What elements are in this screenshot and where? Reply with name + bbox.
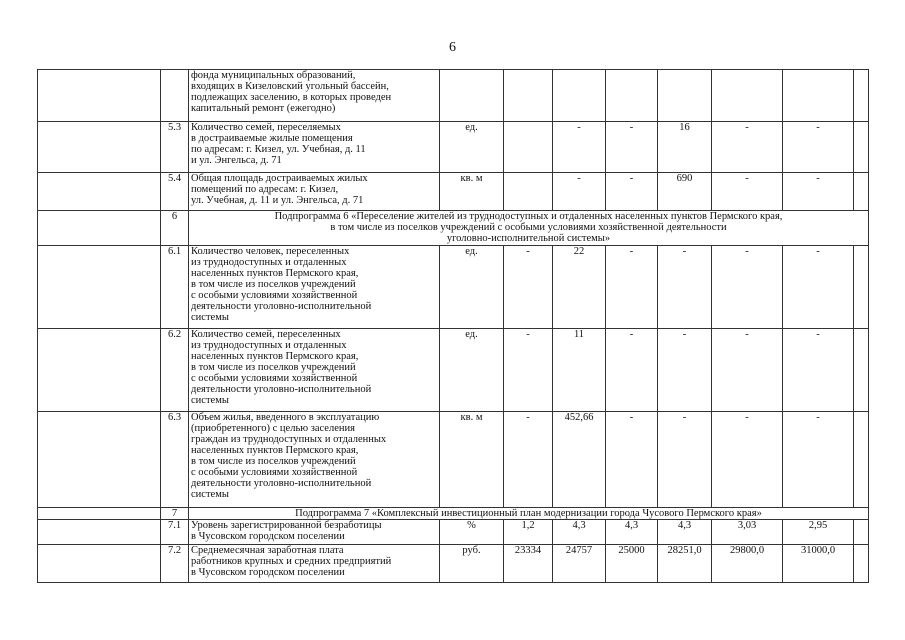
value-cell: 11 bbox=[553, 329, 606, 412]
value-cell: - bbox=[712, 329, 783, 412]
value-cell: - bbox=[553, 173, 606, 211]
value-cell: 25000 bbox=[606, 545, 658, 583]
row-number: 7 bbox=[161, 508, 189, 520]
value-cell: 23334 bbox=[504, 545, 553, 583]
value-cell: 1,2 bbox=[504, 520, 553, 545]
value-cell: - bbox=[504, 246, 553, 329]
value-cell bbox=[854, 329, 869, 412]
value-cell bbox=[854, 122, 869, 173]
value-cell bbox=[504, 70, 553, 122]
value-cell: - bbox=[783, 246, 854, 329]
indicator-name: Уровень зарегистрированной безработицы в Чусовском городском поселении bbox=[189, 520, 440, 545]
table-row bbox=[38, 122, 869, 173]
value-cell bbox=[854, 70, 869, 122]
value-cell: 4,3 bbox=[606, 520, 658, 545]
value-cell: - bbox=[783, 122, 854, 173]
blank-left-cell bbox=[38, 211, 161, 246]
value-cell bbox=[712, 70, 783, 122]
value-cell: 28251,0 bbox=[658, 545, 712, 583]
blank-left-cell bbox=[38, 246, 161, 329]
table-row bbox=[38, 70, 869, 122]
value-cell: - bbox=[712, 122, 783, 173]
table-body bbox=[38, 70, 869, 583]
value-cell bbox=[658, 70, 712, 122]
table-row bbox=[38, 173, 869, 211]
row-number bbox=[161, 70, 189, 122]
indicator-name: Объем жилья, введенного в эксплуатацию (приобретенного) с целью заселения граждан из труднодоступных и отдаленных населенных пунктов Пермского края, в том числе из поселков учреждений с особыми условиями хозяйственной деятельности уголовно-исполнительной системы bbox=[189, 412, 440, 508]
value-cell: - bbox=[606, 246, 658, 329]
value-cell: 4,3 bbox=[658, 520, 712, 545]
value-cell: 16 bbox=[658, 122, 712, 173]
value-cell bbox=[504, 122, 553, 173]
value-cell: 2,95 bbox=[783, 520, 854, 545]
value-cell: - bbox=[606, 122, 658, 173]
row-number: 5.4 bbox=[161, 173, 189, 211]
value-cell: - bbox=[712, 246, 783, 329]
blank-left-cell bbox=[38, 122, 161, 173]
unit-cell: руб. bbox=[440, 545, 504, 583]
value-cell: - bbox=[553, 122, 606, 173]
indicator-name: фонда муниципальных образований, входящих в Кизеловский угольный бассейн, подлежащих заселению, в которых проведен капитальный ремонт (ежегодно) bbox=[189, 70, 440, 122]
value-cell bbox=[854, 520, 869, 545]
value-cell: - bbox=[712, 412, 783, 508]
value-cell: 31000,0 bbox=[783, 545, 854, 583]
unit-cell: ед. bbox=[440, 329, 504, 412]
indicator-name: Среднемесячная заработная плата работников крупных и средних предприятий в Чусовском городском поселении bbox=[189, 545, 440, 583]
value-cell: - bbox=[783, 329, 854, 412]
table-row bbox=[38, 246, 869, 329]
indicators-table bbox=[37, 69, 869, 583]
row-number: 7.2 bbox=[161, 545, 189, 583]
value-cell: - bbox=[783, 412, 854, 508]
table-row bbox=[38, 412, 869, 508]
blank-left-cell bbox=[38, 545, 161, 583]
unit-cell: % bbox=[440, 520, 504, 545]
value-cell: 452,66 bbox=[553, 412, 606, 508]
value-cell bbox=[783, 70, 854, 122]
value-cell bbox=[854, 545, 869, 583]
subprogram-title: Подпрограмма 7 «Комплексный инвестиционный план модернизации города Чусового Пермского края» bbox=[189, 508, 869, 520]
row-number: 6.3 bbox=[161, 412, 189, 508]
value-cell: - bbox=[606, 173, 658, 211]
blank-left-cell bbox=[38, 173, 161, 211]
value-cell: 690 bbox=[658, 173, 712, 211]
table-row bbox=[38, 329, 869, 412]
blank-left-cell bbox=[38, 520, 161, 545]
row-number: 6.2 bbox=[161, 329, 189, 412]
value-cell: - bbox=[606, 412, 658, 508]
value-cell bbox=[606, 70, 658, 122]
subprogram-row bbox=[38, 508, 869, 520]
value-cell bbox=[854, 246, 869, 329]
unit-cell: кв. м bbox=[440, 173, 504, 211]
value-cell: - bbox=[504, 412, 553, 508]
value-cell: - bbox=[504, 329, 553, 412]
value-cell: 3,03 bbox=[712, 520, 783, 545]
row-number: 6 bbox=[161, 211, 189, 246]
value-cell bbox=[854, 173, 869, 211]
unit-cell: ед. bbox=[440, 122, 504, 173]
indicator-name: Количество семей, переселяемых в достраиваемые жилые помещения по адресам: г. Кизел, ул. Учебная, д. 11 и ул. Энгельса, д. 71 bbox=[189, 122, 440, 173]
indicator-name: Количество человек, переселенных из труднодоступных и отдаленных населенных пунктов Пермского края, в том числе из поселков учреждений с особыми условиями хозяйственной деятельности уголовно-исполнительной системы bbox=[189, 246, 440, 329]
row-number: 6.1 bbox=[161, 246, 189, 329]
value-cell: 4,3 bbox=[553, 520, 606, 545]
blank-left-cell bbox=[38, 329, 161, 412]
value-cell: - bbox=[606, 329, 658, 412]
unit-cell: ед. bbox=[440, 246, 504, 329]
indicator-name: Количество семей, переселенных из труднодоступных и отдаленных населенных пунктов Пермского края, в том числе из поселков учреждений с особыми условиями хозяйственной деятельности уголовно-исполнительной системы bbox=[189, 329, 440, 412]
subprogram-row bbox=[38, 211, 869, 246]
value-cell: - bbox=[658, 329, 712, 412]
blank-left-cell bbox=[38, 508, 161, 520]
row-number: 7.1 bbox=[161, 520, 189, 545]
value-cell bbox=[854, 412, 869, 508]
blank-left-cell bbox=[38, 70, 161, 122]
indicator-name: Общая площадь достраиваемых жилых помещений по адресам: г. Кизел, ул. Учебная, д. 11 и ул. Энгельса, д. 71 bbox=[189, 173, 440, 211]
unit-cell: кв. м bbox=[440, 412, 504, 508]
value-cell bbox=[553, 70, 606, 122]
subprogram-title: Подпрограмма 6 «Переселение жителей из труднодоступных и отдаленных населенных пунктов Пермского края, в том числе из поселков учреждений с особыми условиями хозяйственной деятельности уголовно-исполнительной системы» bbox=[189, 211, 869, 246]
value-cell: - bbox=[658, 246, 712, 329]
value-cell: - bbox=[658, 412, 712, 508]
blank-left-cell bbox=[38, 412, 161, 508]
unit-cell bbox=[440, 70, 504, 122]
table-row bbox=[38, 520, 869, 545]
value-cell: - bbox=[712, 173, 783, 211]
table-row bbox=[38, 545, 869, 583]
value-cell bbox=[504, 173, 553, 211]
value-cell: 24757 bbox=[553, 545, 606, 583]
value-cell: - bbox=[783, 173, 854, 211]
page-number: 6 bbox=[449, 40, 456, 55]
value-cell: 22 bbox=[553, 246, 606, 329]
value-cell: 29800,0 bbox=[712, 545, 783, 583]
row-number: 5.3 bbox=[161, 122, 189, 173]
